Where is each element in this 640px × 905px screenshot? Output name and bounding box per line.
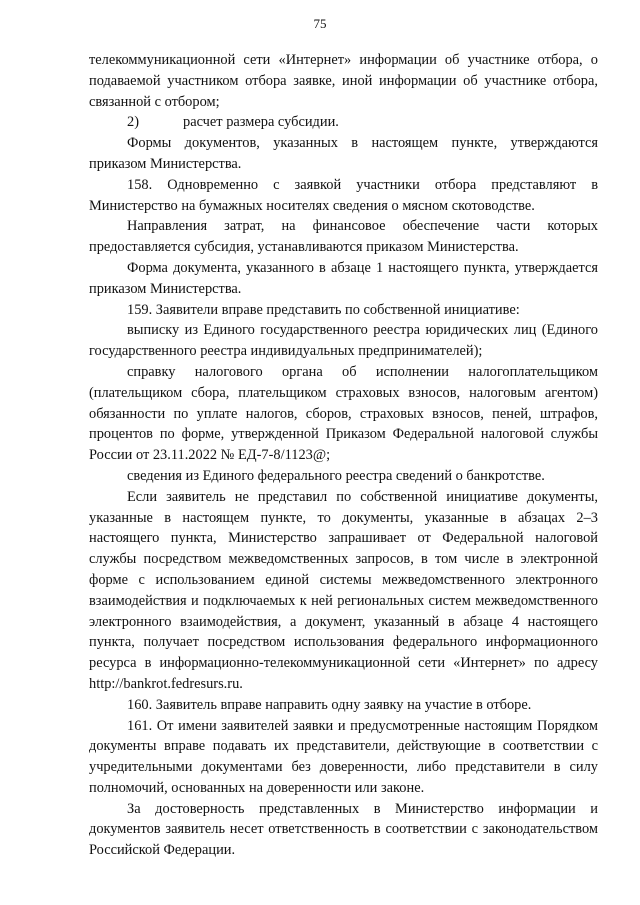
list-item-2 — [89, 112, 598, 133]
paragraph: Формы документов, указанных в настоящем пункте, утверждаются приказом Министерства. — [89, 135, 598, 172]
paragraph: За достоверность представленных в Министерство информации и документов заявитель несет ответственность в соответствии с законодательством Российской Федерации. — [89, 800, 598, 859]
paragraph: справку налогового органа об исполнении налогоплательщиком (плательщиком сбора, плательщиком страховых взносов, налоговым агентом) обязанности по уплате налогов, сборов, страховых взносов, пеней, штрафов, процентов по форме, утвержденной Приказом Федеральной налоговой службы России от 23.11.2022 № ЕД-7-8/1123@; — [89, 363, 598, 464]
paragraph: выписку из Единого государственного реестра юридических лиц (Единого государственного реестра индивидуальных предпринимателей); — [89, 322, 598, 360]
paragraph-clause-160: 160. Заявитель вправе направить одну заявку на участие в отборе. — [127, 696, 532, 713]
paragraph-continuation: телекоммуникационной сети «Интернет» информации об участнике отбора, о подаваемой участником отбора заявке, иной информации об участнике отбора, связанной с отбором; — [89, 52, 598, 110]
paragraph: сведения из Единого федерального реестра сведений о банкротстве. — [127, 467, 545, 484]
paragraph: Направления затрат, на финансовое обеспечение части которых предоставляется субсидия, устанавливаются приказом Министерства. — [89, 218, 598, 256]
list-item-number: 2) — [127, 114, 139, 131]
paragraph-clause-159: 159. Заявители вправе представить по собственной инициативе: — [127, 301, 520, 318]
paragraph: Если заявитель не представил по собственной инициативе документы, указанные в настоящем пункте, то документы, указанные в абзацах 2–3 настоящего пункта, Министерство запрашивает от Федеральной налоговой службы посредством межведомственных запросов, в том числе в электронной форме с использованием единой системы межведомственного электронного взаимодействия и подключаемых к ней региональных систем межведомственного электронного взаимодействия, а документ, указанный в абзаце 4 настоящего пункта, получает посредством использования федерального информационного ресурса в информационно-телекоммуникационной сети «Интернет» по адресу http://bankrot.fedresurs.ru. — [89, 488, 598, 692]
paragraph: Форма документа, указанного в абзаце 1 настоящего пункта, утверждается приказом Министерства. — [89, 259, 598, 297]
paragraph-clause-161: 161. От имени заявителей заявки и предусмотренные настоящим Порядком документы вправе подавать их представители, действующие в соответствии с учредительными документами без доверенности, либо представители в силу полномочий, основанных на доверенности или законе. — [89, 717, 598, 796]
paragraph-clause-158: 158. Одновременно с заявкой участники отбора представляют в Министерство на бумажных носителях сведения о мясном скотоводстве. — [89, 176, 598, 214]
page-number: 75 — [313, 16, 327, 31]
list-item-text: расчет размера субсидии. — [183, 114, 339, 131]
body-text — [89, 50, 598, 861]
